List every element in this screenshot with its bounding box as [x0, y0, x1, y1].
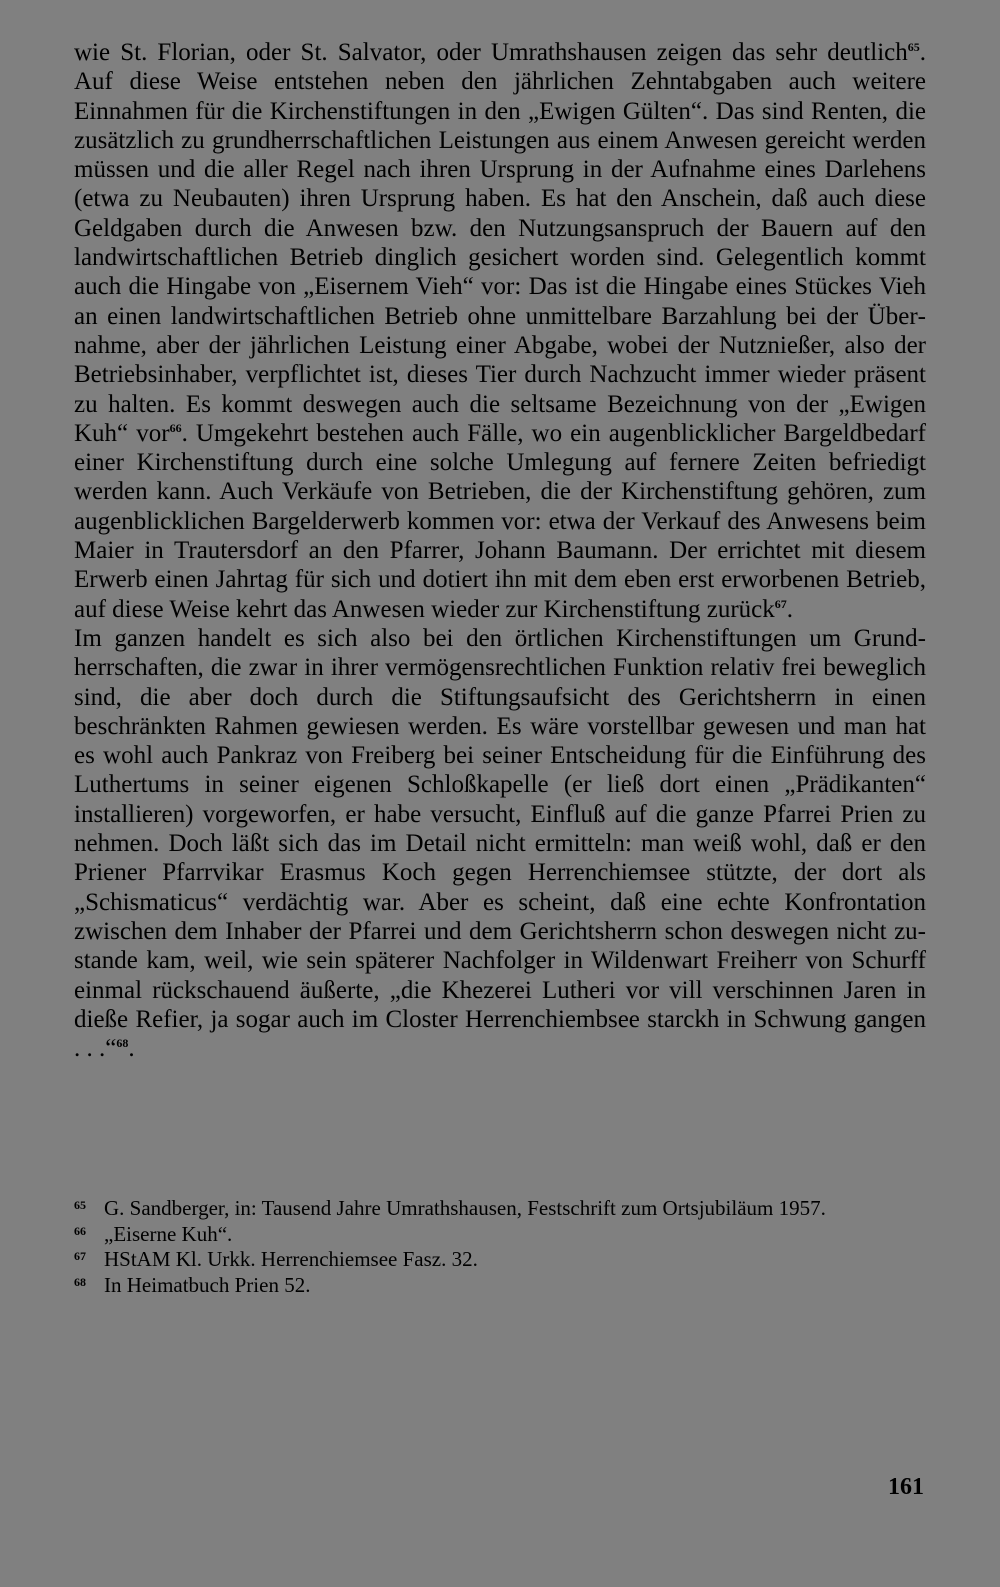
footnote-text: HStAM Kl. Urkk. Herrenchiemsee Fasz. 32.	[104, 1247, 478, 1271]
footnote-66: 66 „Eiserne Kuh“.	[74, 1221, 233, 1246]
footnote-67: 67 HStAM Kl. Urkk. Herrenchiemsee Fasz. 32.	[74, 1247, 478, 1271]
footnote-ref-66: 66	[169, 420, 182, 435]
footnote-ref-67: 67	[774, 596, 787, 611]
paragraph-2	[74, 624, 926, 1063]
page-number: 161	[888, 1474, 924, 1500]
footnotes	[74, 1196, 926, 1298]
text-segment: .	[786, 595, 794, 623]
footnote-ref-65: 65	[907, 40, 920, 54]
text-segment: Im ganzen handelt es sich also bei den örtlichen Kirchenstiftungen um Grundherrschaften, die zwar in ihrer vermögensrechtlichen Funktion relativ frei beweglich sind, die aber doch durch die Stiftungsaufsicht des Gerichtsherrn in einen beschränkten Rahmen gewiesen werden. Es wäre vorstellbar gewesen und man hat es wohl auch Pankraz von Freiberg bei seiner Entscheidung für die Einführung des Luthertums in seiner eigenen Schloßkapelle (er ließ dort einen „Prädikanten“ installieren) vorgeworfen, er habe versucht, Einfluß auf die ganze Pfarrei Prien zu nehmen. Doch läßt sich das im Detail nicht ermitteln: man weiß wohl, daß er den Priener Pfarrvikar Erasmus Koch gegen Herrenchiemsee stützte, der dort als „Schismaticus“ verdächtig war. Aber es scheint, daß eine echte Konfrontation zwischen dem Inhaber der Pfarrei und dem Gerichtsherrn schon deswegen nicht zustande kam, weil, wie sein späterer Nachfolger in Wildenwart Freiherr von Schurff einmal rückschauend äußerte, „die Khezerei Lutheri vor vill verschinnen Jaren in dieße Refier, ja sogar auch im Closter Herrenchiembsee starckh in Schwung gangen . . .“	[74, 624, 926, 1063]
footnote-65: 65 G. Sandberger, in: Tausend Jahre Umrathshausen, Festschrift zum Ortsjubiläum 1957.	[74, 1196, 826, 1220]
text-segment: .	[128, 1035, 135, 1063]
text-segment: wie St. Florian, oder St. Salvator, oder Umrathshausen zeigen das sehr deutlich	[74, 39, 908, 66]
footnote-68: 68 In Heimatbuch Prien 52.	[74, 1272, 311, 1297]
text-segment: . Auf diese Weise entstehen neben den jährlichen Zehntabgaben auch weitere Einnahmen für die Kirchenstiftungen in den „Ewigen Gülten“. Das sind Renten, die zusätzlich zu grundherrschaftlichen Leistungen aus einem Anwesen gereicht werden müssen und die aller Regel nach ihren Ursprung in der Aufnahme eines Darlehens (etwa zu Neubauten) ihren Ursprung haben. Es hat den Anschein, daß auch diese Geldgaben durch die Anwesen bzw. den Nutzungsanspruch der Bauern auf den landwirtschaftlichen Betrieb dinglich gesichert worden sind. Gelegentlich kommt auch die Hingabe von „Eisernem Vieh“ vor: Das ist die Hingabe eines Stückes Vieh an einen landwirtschaftlichen Betrieb ohne unmittelbare Barzahlung bei der Übernahme, aber der jährlichen Leistung einer Abgabe, wobei der Nutznießer, also der Betriebsinhaber, verpflichtet ist, dieses Tier durch Nachzucht immer wieder präsent zu halten. Es kommt deswegen auch die seltsame Bezeichnung von der „Ewigen Kuh“ vor	[74, 39, 926, 447]
footnote-ref-68: 68	[116, 1036, 129, 1051]
text-segment: . Umgekehrt bestehen auch Fälle, wo ein augenblicklicher Bargeldbedarf einer Kirchenstiftung durch eine solche Umlegung auf fernere Zeiten befriedigt werden kann. Auch Verkäufe von Betrieben, die der Kirchenstiftung gehören, zum augenblicklichen Bargelderwerb kommen vor: etwa der Verkauf des Anwesens beim Maier in Trautersdorf an den Pfarrer, Johann Baumann. Der errichtet mit diesem Erwerb einen Jahrtag für sich und dotiert ihn mit dem eben erst erworbenen Betrieb, auf diese Weise kehrt das Anwesen wieder zur Kirchenstiftung zurück	[74, 419, 926, 623]
body-text	[74, 38, 926, 1063]
footnote-text: In Heimatbuch Prien 52.	[104, 1272, 311, 1297]
paragraph-1	[74, 38, 926, 624]
footnote-text: G. Sandberger, in: Tausend Jahre Umrathshausen, Festschrift zum Ortsjubiläum 1957.	[104, 1196, 826, 1220]
footnote-text: „Eiserne Kuh“.	[104, 1221, 233, 1246]
